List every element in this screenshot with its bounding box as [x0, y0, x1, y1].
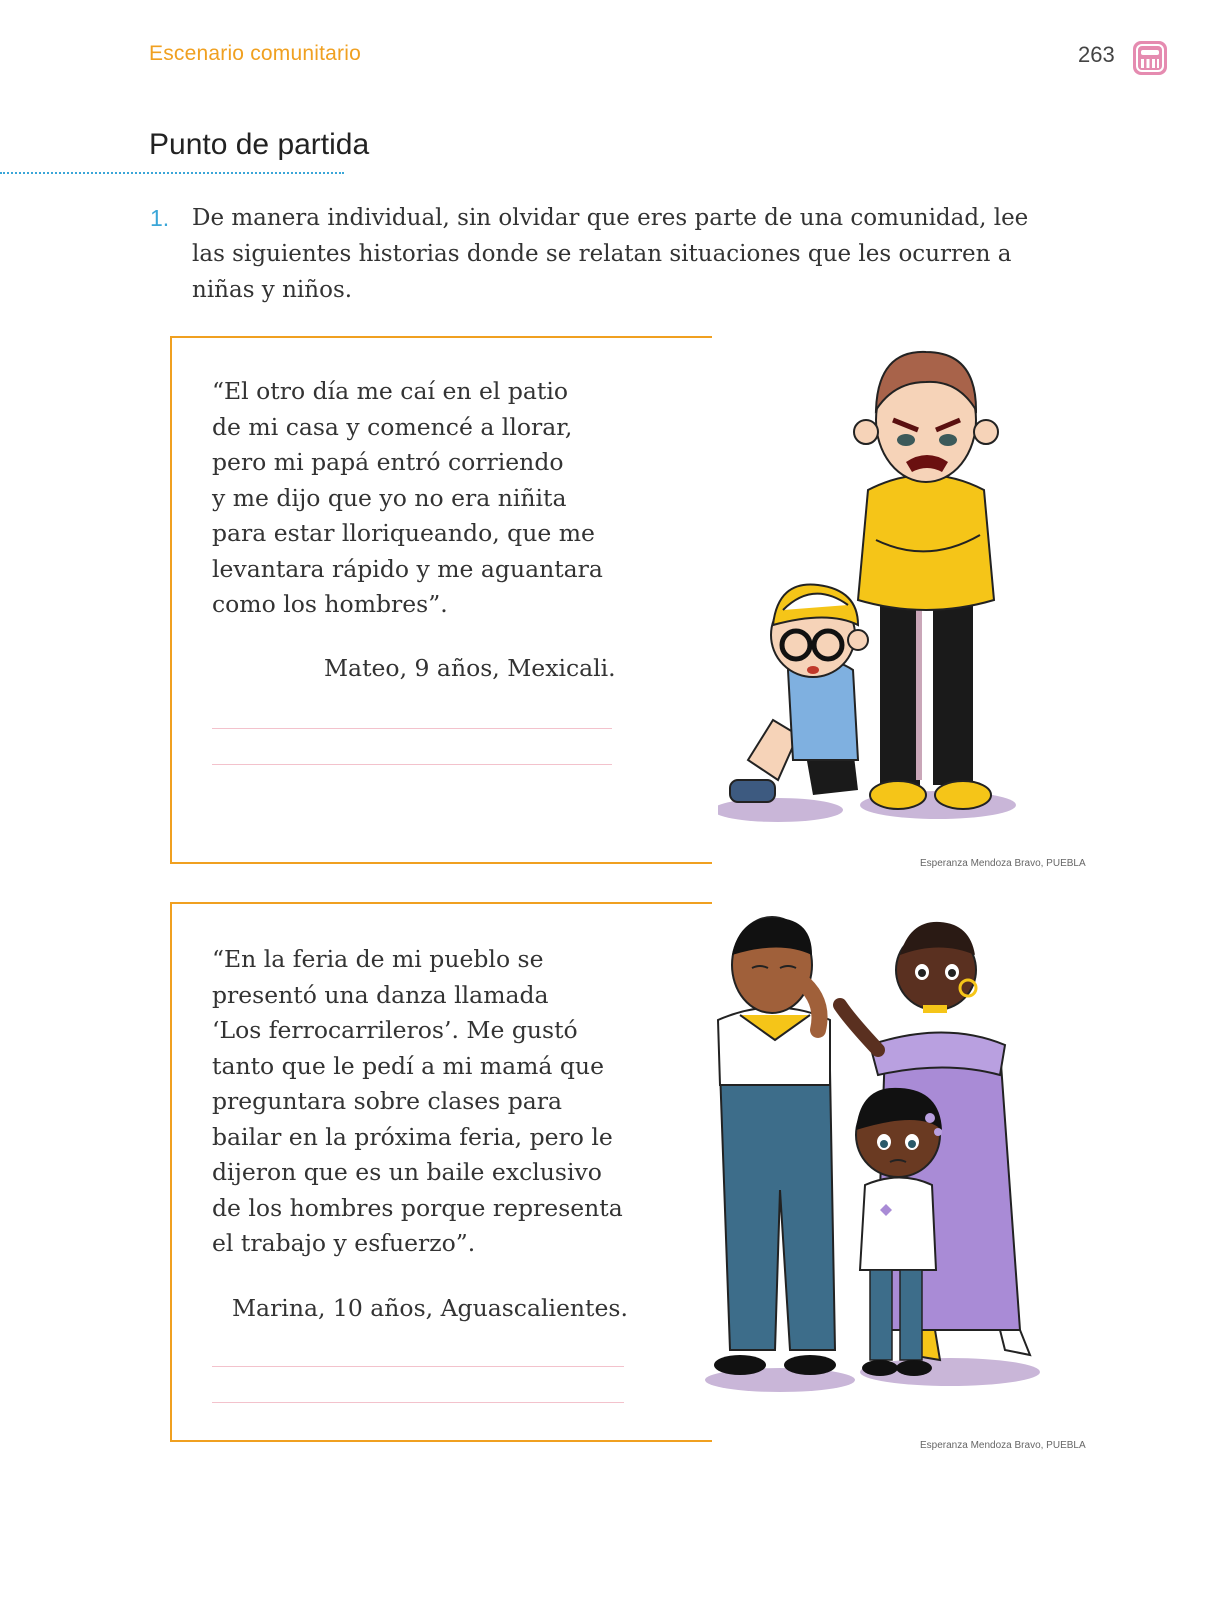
page-title: Punto de partida: [149, 128, 370, 161]
section-label: Escenario comunitario: [149, 42, 361, 65]
instruction-text: De manera individual, sin olvidar que eres parte de una comunidad, lee las siguientes historias donde se relatan situaciones que les ocurren a niñas y niños.: [192, 205, 1029, 303]
illustration-credit: Esperanza Mendoza Bravo, PUEBLA: [920, 1440, 1086, 1451]
instruction-number: 1.: [150, 205, 170, 231]
instruction: [150, 200, 1050, 308]
glyph-badge-icon: [1132, 40, 1168, 76]
story-signature: Mateo, 9 años, Mexicali.: [324, 654, 616, 682]
answer-line: [212, 764, 612, 765]
illustration-credit: Esperanza Mendoza Bravo, PUEBLA: [920, 858, 1086, 869]
page-number: 263: [1078, 42, 1115, 67]
answer-line: [212, 1366, 624, 1367]
story-signature: Marina, 10 años, Aguascalientes.: [232, 1294, 628, 1322]
story-quote: “En la feria de mi pueblo se presentó una danza llamada ‘Los ferrocarrileros’. Me gustó tanto que le pedí a mi mamá que preguntara sobre clases para bailar en la próxima feria, pero le dijeron que es un baile exclusivo de los hombres porque representa el trabajo y esfuerzo”.: [212, 945, 623, 1257]
title-underline: [0, 172, 344, 174]
answer-line: [212, 1402, 624, 1403]
story-quote: “El otro día me caí en el patio de mi casa y comencé a llorar, pero mi papá entró corriendo y me dijo que yo no era niñita para estar lloriqueando, que me levantara rápido y me aguantara como los hombres”.: [212, 377, 603, 618]
answer-line: [212, 728, 612, 729]
story-box-marina: [170, 902, 712, 1442]
illustration-father-and-crying-boy: [718, 340, 1018, 840]
illustration-family-at-fair: [700, 910, 1050, 1410]
story-box-mateo: [170, 336, 712, 864]
